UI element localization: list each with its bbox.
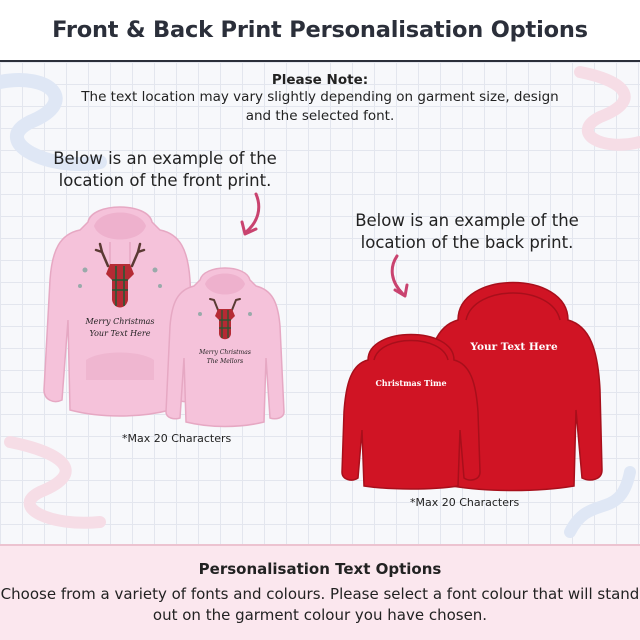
- back-large-text: Your Text Here: [470, 341, 558, 353]
- back-arrow-icon: [385, 252, 419, 302]
- front-small-line2: The Mellors: [206, 358, 244, 365]
- note-body: The text location may vary slightly depending on garment size, design and the selected font.: [81, 89, 559, 124]
- decor-squiggle-bottom-left-icon: [0, 422, 110, 542]
- front-large-line1: Merry Christmas: [85, 317, 155, 326]
- front-caption: Below is an example of the location of the front print.: [53, 149, 277, 190]
- note-title: Please Note:: [271, 72, 369, 88]
- footer-body: Choose from a variety of fonts and colours. Please select a font colour that will stand out on the garment colour you have chosen.: [0, 585, 640, 624]
- back-caption: Below is an example of the location of the back print.: [355, 211, 579, 252]
- page-header: [0, 0, 640, 62]
- back-small-text: Christmas Time: [375, 378, 447, 388]
- front-small-pink-hoodie: [160, 262, 290, 430]
- front-small-line1: Merry Christmas: [199, 349, 251, 356]
- back-max-note: *Max 20 Characters: [410, 496, 520, 509]
- note-section: [0, 72, 640, 126]
- footer-title: Personalisation Text Options: [198, 560, 442, 578]
- page-title: Front & Back Print Personalisation Options: [52, 17, 588, 43]
- footer-section: [0, 544, 640, 640]
- front-arrow-icon: [232, 190, 272, 240]
- front-max-note: *Max 20 Characters: [122, 432, 232, 445]
- front-large-line2: Your Text Here: [89, 329, 151, 338]
- main-panel: [0, 62, 640, 544]
- back-small-red-hoodie: [336, 320, 486, 492]
